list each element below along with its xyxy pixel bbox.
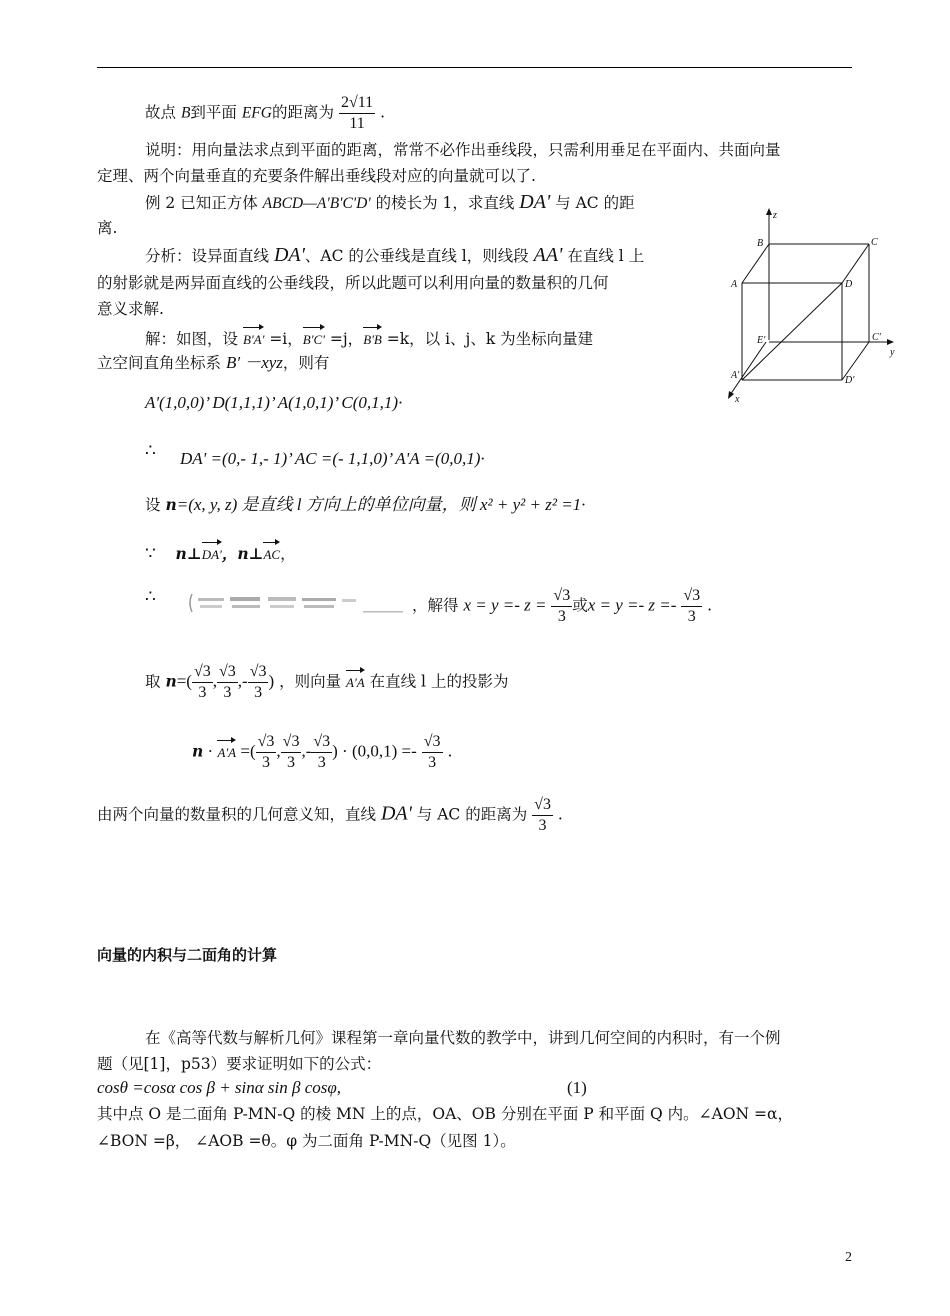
label-A-prime: A': [731, 370, 740, 381]
note-line-1: 说明：用向量法求点到平面的距离，常常不必作出垂线段，只需利用垂足在平面内、共面向量: [145, 141, 781, 159]
therefore-symbol-1: ∴: [145, 441, 156, 460]
formula-line: cosθ =cosα cos β + sinα sin β cosφ,: [97, 1078, 342, 1097]
label-z: z: [773, 210, 777, 221]
therefore-symbol-2: ∴: [145, 587, 156, 606]
section-para-1: 在《高等代数与解析几何》课程第一章向量代数的教学中，讲到几何空间的内积时，有一个例: [145, 1029, 781, 1047]
label-x: x: [735, 394, 740, 405]
label-y: y: [890, 347, 895, 358]
conclusion-line: 故点 B到平面 EFG的距离为 $\frac{2√11}{11}$ .: [145, 94, 385, 132]
label-B: B: [757, 238, 764, 249]
illegible-equation-system: [188, 590, 408, 616]
distance-fraction: $\frac{2√11}{11}$: [340, 94, 374, 132]
solution-result-line: ，解得 x = y =- z = $\frac{√3}{3}$ 或x = y =- z =- $\frac{√3}{3}$ .: [412, 587, 712, 625]
analysis-line-1: 分析：设异面直线 DA'、AC 的公垂线是直线 l，则线段 AA' 在直线 l 上: [145, 244, 645, 266]
analysis-line-3: 意义求解.: [97, 300, 164, 318]
label-D: D: [845, 279, 853, 290]
unit-vector-line: 设 n=(x, y, z) 是直线 l 方向上的单位向量，则 x² + y² + z² =1·: [145, 495, 586, 514]
analysis-line-2: 的射影就是两异面直线的公垂线段，所以此题可以利用向量的数量积的几何: [97, 274, 609, 292]
formula-number: (1): [567, 1078, 587, 1097]
coordinates-line: A'(1,0,0)’ D(1,1,1)’ A(1,0,1)’ C(0,1,1)·: [145, 393, 403, 412]
note-line-2: 定理、两个向量垂直的充要条件解出垂线段对应的向量就可以了.: [97, 167, 536, 185]
section-heading: 向量的内积与二面角的计算: [97, 946, 278, 964]
label-E: E': [757, 335, 766, 346]
label-C: C: [871, 237, 878, 248]
label-A: A: [731, 279, 738, 290]
label-D-prime: D': [845, 375, 855, 386]
section-para-2: 题（见[1]，p53）要求证明如下的公式：: [97, 1055, 382, 1073]
projection-line: n · A'A =( $\frac{√3}{3}$ , $\frac{√3}{3}$ ,- $\frac{√3}{3}$ ) · (0,0,1) =- $\frac{√3}{3}$ .: [192, 733, 453, 771]
perpendicular-line: ∵ n⊥DA'，n⊥AC，: [145, 540, 296, 566]
take-n-line: 取 n=( $\frac{√3}{3}$ , $\frac{√3}{3}$ ,- $\frac{√3}{3}$ ) ，则向量 A'A 在直线 l 上的投影为: [145, 663, 509, 701]
example-line-2: 离.: [97, 219, 118, 237]
cube-diagram: [722, 205, 904, 410]
conclusion-distance-line: 由两个向量的数量积的几何意义知，直线 DA' 与 AC 的距离为 $\frac{√3}{3}$ .: [97, 796, 563, 834]
vectors-line: DA' =(0,- 1,- 1)’ AC =(- 1,1,0)’ A'A =(0,0,1)·: [180, 449, 485, 468]
page-number: 2: [845, 1250, 852, 1265]
section-para-4: ∠BON =β， ∠AOB =θ。φ 为二面角 P-MN-Q（见图 1）。: [97, 1132, 516, 1150]
solution-line-2: 立空间直角坐标系 B' －xyz，则有: [97, 353, 330, 372]
example-line-1: 例 2 已知正方体 ABCD—A'B'C'D' 的棱长为 1，求直线 DA' 与 AC 的距: [145, 191, 635, 213]
header-rule: [97, 67, 852, 68]
solution-line-1: 解：如图，设 B'A' =i，B'C' =j，B'B =k，以 i、j、k 为坐标向量建: [145, 325, 593, 351]
label-C-prime: C': [872, 332, 881, 343]
section-para-3: 其中点 O 是二面角 P-MN-Q 的棱 MN 上的点，OA、OB 分别在平面 P 和平面 Q 内。∠AON =α，: [97, 1105, 794, 1123]
